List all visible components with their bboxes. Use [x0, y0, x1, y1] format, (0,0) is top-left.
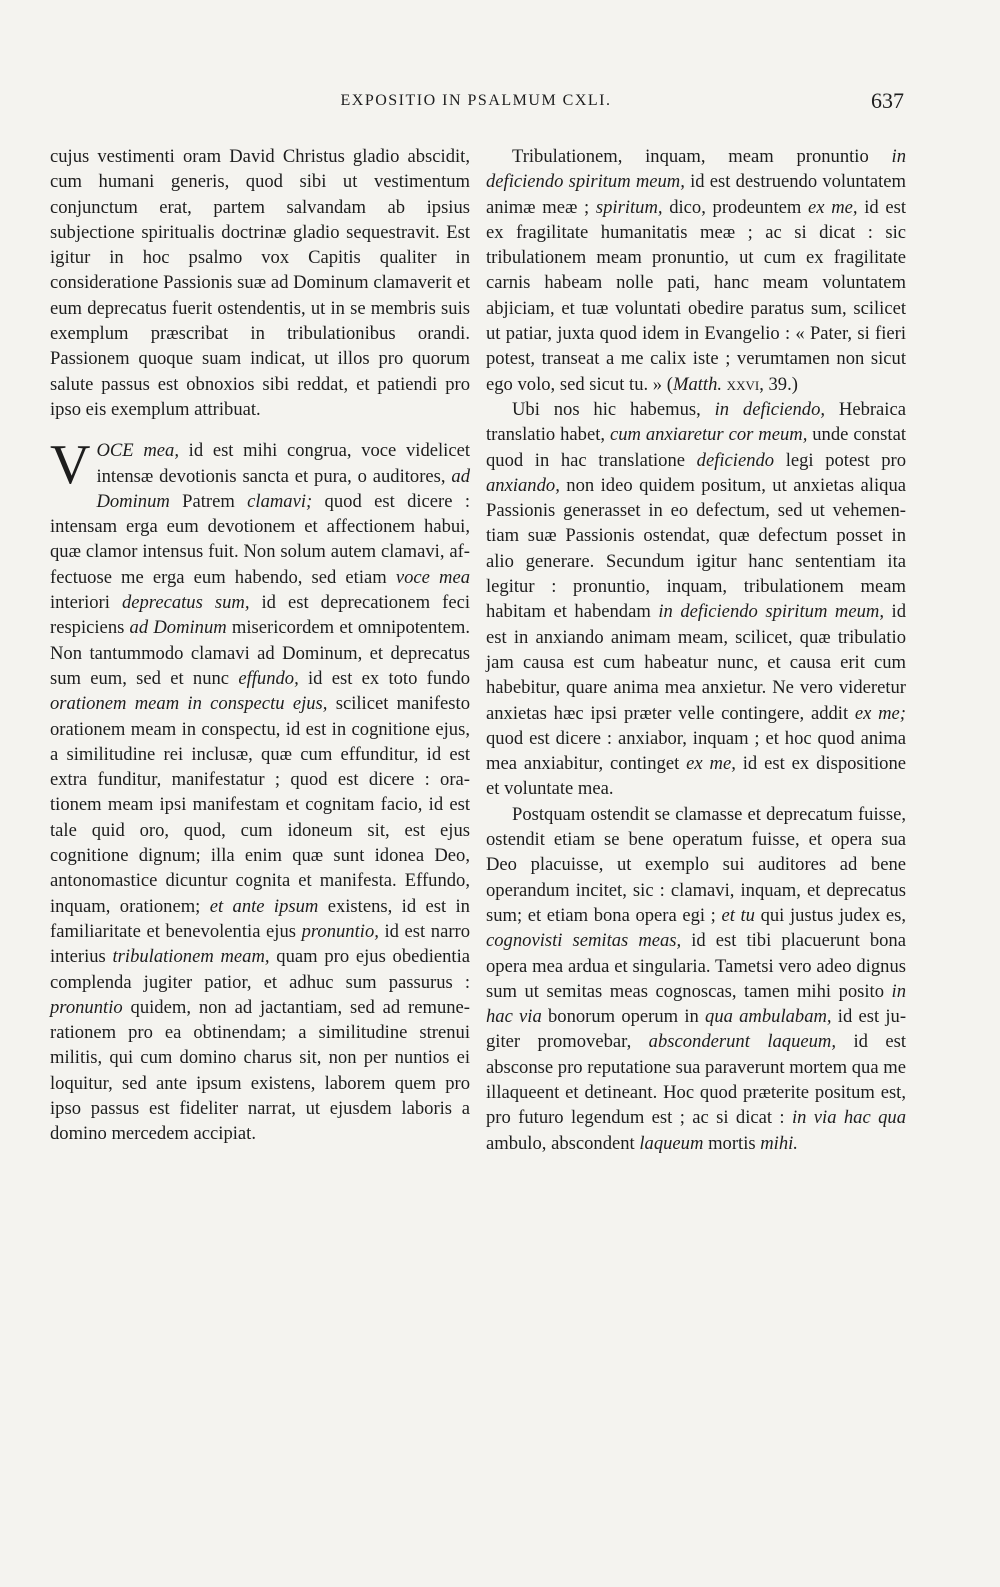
running-title: EXPOSITIO IN PSALMUM CXLI.	[340, 92, 612, 109]
paragraph: Postquam ostendit se clamasse et deprecatum fuisse, ostendit etiam se bene operatum fuisse, et opera sua Deo placuisse, ut exemplo sui auditores ad bene operandum incitet, sic : clamavi, inquam, et deprecatus sum; et etiam bona opera egi ; et tu qui justus judex es, cognovisti semitas meas, id est tibi placuerunt bona opera mea ardua et singularia. Tametsi vero adeo dignus sum ut semitas meas cognoscas, tamen mihi posito in hac via bonorum operum in qua ambulabam, id est jugiter promovebar, absconderunt laqueum, id est absconse pro reputatione sua paraverunt mortem qua me illaqueent et detineant. Hoc quod præterite positum est, pro futuro legendum est ; ac si dicat : in via hac qua ambulo, abscondent laqueum mortis mihi.	[486, 803, 907, 1154]
drop-cap: V	[50, 434, 91, 497]
paragraph: VOCE mea, id est mihi congrua, voce videlicet intensæ devotionis sancta et pura, o auditores, ad Dominum Patrem clamavi; quod est dicere : intensam erga eum devotionem et affectionem habui, quæ clamor intensus fuit. Non solum autem clamavi, affectuose me erga eum habendo, sed etiam voce mea interiori deprecatus sum, id est deprecationem feci respiciens ad Dominum misericordem et omnipotentem. Non tantummodo clamavi ad Dominum, et deprecatus sum eum, sed et nunc effundo, id est ex toto fundo orationem meam in conspectu ejus, scilicet manifesto orationem meam in conspectu, id est in cognitione ejus, a similitudine rei inclusæ, quæ cum effunditur, id est extra funditur, manifestatur ; quod est dicere : orationem meam ipsi manifestam et cognitam facio, id est tale quid oro, quod, cum idoneum sit, est ejus cognitione dignum; illa enim quæ sunt idonea Deo, antonomastice dicuntur cognita et manifesta. Effundo, inquam, orationem; et ante ipsum existens, id est in familiaritate et benevolentia ejus pronuntio, id est narro interius tribulationem meam, quam pro ejus obedientia complenda jugiter patior, et adhuc sum passurus : pronuntio quidem, non ad jactantiam, sed ad remunerationem pro ea obtinendam; a similitudine strenui militis, qui cum domino charus sit, non per nuntios ei loquitur, sed ante ipsum existens, laborem quem pro ipso passus est fideliter narrat, ut ejusdem laboris a domino mercedem accipiat.	[50, 434, 471, 1145]
running-head	[48, 88, 904, 118]
left-column	[50, 144, 470, 1147]
page-number: 637	[871, 88, 904, 113]
paragraph: cujus vestimenti oram David Christus gladio abscidit, cum humani generis, quod sibi ut vestimentum conjunctum erat, partem salvandam ab ipsius subjectione spiritualis doctrinæ gladio sequestravit. Est igitur in hoc psalmo vox Capitis qualiter in consideratione Passionis suæ ad Dominum clamaverit et eum deprecatus fuerit ostendentis, ut in se membris suis exemplum præscribat in tribulationibus orandi. Passionem quoque suam indicat, ut illos pro quorum salute passus est obnoxios sibi reddat, et patiendi pro ipso eis exemplum attribuat.	[50, 146, 470, 420]
paragraph: Ubi nos hic habemus, in deficiendo, Hebraica translatio habet, cum anxiaretur cor meum, unde constat quod in hac translatione deficiendo legi potest pro anxiando, non ideo quidem positum, ut anxietas aliqua Passionis generasset in eo defectum, sed ut vehementiam suæ Passionis ostendat, quæ defectum posset in alio generare. Secundum igitur hanc sententiam ita legitur : pronuntio, inquam, tribulationem meam habitam et habendam in deficiendo spiritum meum, id est in anxiando animam meam, scilicet, quæ tribulatio jam causa est cum habeatur nunc, et causa erit cum habebitur, quare anima mea anxietur. Ne vero videretur anxietas hæc ipsi præter velle contingere, addit ex me; quod est dicere : anxiabor, inquam ; et hoc quod anima mea anxiabitur, continget ex me, id est ex dispositione et voluntate mea.	[486, 398, 907, 800]
right-column	[486, 144, 906, 1156]
paragraph: Tribulationem, inquam, meam pronuntio in deficiendo spiritum meum, id est destruendo voluntatem animæ meæ ; spiritum, dico, prodeuntem ex me, id est ex fragilitate humanitatis meæ ; ac si dicat : sic tribulationem meam pronuntio, ut cum ex fragilitate carnis habeam nolle pati, hanc meam voluntatem abjiciam, et tuæ voluntati obedire paratus sum, scilicet ut patiar, juxta quod idem in Evangelio : « Pater, si fieri potest, transeat a me calix iste ; verumtamen non sicut ego volo, sed sicut tu. » (Matth. xxvi, 39.)	[486, 146, 907, 395]
